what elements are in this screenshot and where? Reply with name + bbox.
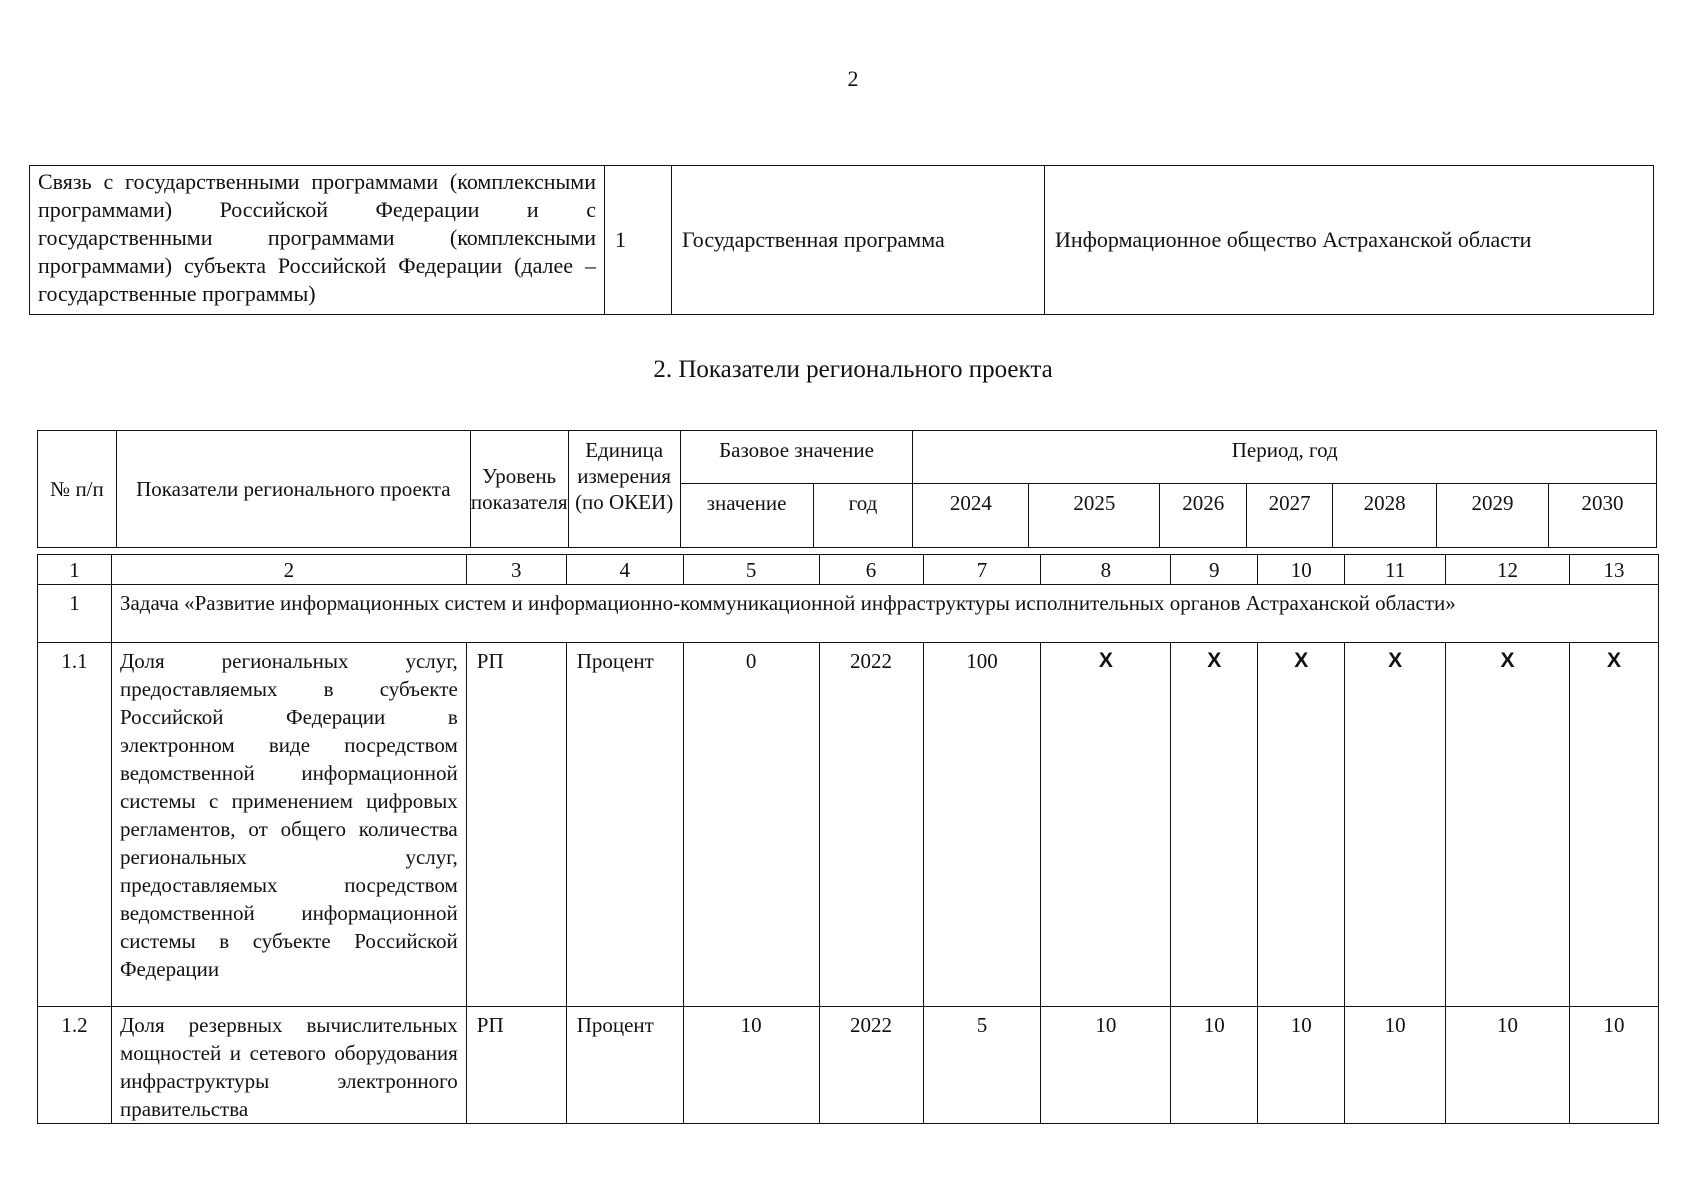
program-link-table xyxy=(29,165,1654,315)
period-value: 10 xyxy=(1171,1007,1258,1124)
table-row xyxy=(38,643,1659,1007)
indicators-header-table xyxy=(37,430,1657,548)
header-year: 2025 xyxy=(1029,484,1160,548)
header-year: 2027 xyxy=(1247,484,1333,548)
period-value: Х xyxy=(1041,643,1171,1007)
column-number: 5 xyxy=(683,555,819,585)
page-number: 2 xyxy=(847,66,859,91)
header-indicator: Показатели регионального проекта xyxy=(116,431,470,548)
period-value: Х xyxy=(1446,643,1570,1007)
indicator-unit: Процент xyxy=(566,1007,683,1124)
task-row xyxy=(38,585,1659,643)
indicator-level: РП xyxy=(466,1007,566,1124)
base-year: 2022 xyxy=(819,1007,923,1124)
table-row xyxy=(38,1007,1659,1124)
period-value: 10 xyxy=(1258,1007,1345,1124)
column-number: 9 xyxy=(1171,555,1258,585)
period-value: Х xyxy=(1569,643,1658,1007)
header-unit: Единица измерения (по ОКЕИ) xyxy=(568,431,680,548)
task-number: 1 xyxy=(38,585,112,643)
indicator-name: Доля региональных услуг, предоставляемых в субъекте Российской Федерации в электронном виде посредством ведомственной информационной системы с применением цифровых регламентов, от общего количества региональных услуг, предоставляемых посредством ведомственной информационной системы в субъекте Российской Федерации xyxy=(111,643,466,1007)
header-base: Базовое значение xyxy=(680,431,913,484)
header-base-value: значение xyxy=(680,484,813,548)
period-value: 10 xyxy=(1446,1007,1570,1124)
column-number: 1 xyxy=(38,555,112,585)
column-number: 8 xyxy=(1041,555,1171,585)
column-number: 6 xyxy=(819,555,923,585)
column-number: 10 xyxy=(1258,555,1345,585)
column-number: 7 xyxy=(923,555,1041,585)
period-value: 5 xyxy=(923,1007,1041,1124)
column-number: 11 xyxy=(1345,555,1446,585)
period-value: 10 xyxy=(1569,1007,1658,1124)
program-link-label: Связь с государственными программами (комплексными программами) Российской Федерации и с государственными программами (комплексными программами) субъекта Российской Федерации (далее – государственные программы) xyxy=(30,166,605,315)
header-no: № п/п xyxy=(38,431,117,548)
period-value: 10 xyxy=(1345,1007,1446,1124)
section-title: 2. Показатели регионального проекта xyxy=(653,356,1053,383)
column-number: 3 xyxy=(466,555,566,585)
header-level: Уровень показателя xyxy=(470,431,568,548)
header-year: 2024 xyxy=(913,484,1029,548)
header-year: 2030 xyxy=(1548,484,1656,548)
period-value: 10 xyxy=(1041,1007,1171,1124)
indicator-unit: Процент xyxy=(566,643,683,1007)
program-name: Информационное общество Астраханской области xyxy=(1045,166,1654,315)
column-number: 12 xyxy=(1446,555,1570,585)
indicator-name: Доля резервных вычислительных мощностей и сетевого оборудования инфраструктуры электронного правительства xyxy=(111,1007,466,1124)
period-value: Х xyxy=(1171,643,1258,1007)
indicator-level: РП xyxy=(466,643,566,1007)
row-number: 1.1 xyxy=(38,643,112,1007)
column-number: 4 xyxy=(566,555,683,585)
period-value: Х xyxy=(1258,643,1345,1007)
period-value: Х xyxy=(1345,643,1446,1007)
header-base-year: год xyxy=(813,484,913,548)
column-number: 2 xyxy=(111,555,466,585)
column-numbers-row xyxy=(38,555,1659,585)
row-number: 1.2 xyxy=(38,1007,112,1124)
header-year: 2029 xyxy=(1437,484,1549,548)
header-year: 2026 xyxy=(1160,484,1247,548)
period-value: 100 xyxy=(923,643,1041,1007)
program-link-row xyxy=(30,166,1654,315)
header-period: Период, год xyxy=(913,431,1657,484)
header-year: 2028 xyxy=(1333,484,1437,548)
program-link-number: 1 xyxy=(605,166,672,315)
task-text: Задача «Развитие информационных систем и информационно-коммуникационной инфраструктуры исполнительных органов Астраханской области» xyxy=(111,585,1658,643)
base-value: 10 xyxy=(683,1007,819,1124)
base-value: 0 xyxy=(683,643,819,1007)
indicators-table xyxy=(37,554,1659,1124)
column-number: 13 xyxy=(1569,555,1658,585)
base-year: 2022 xyxy=(819,643,923,1007)
program-type: Государственная программа xyxy=(672,166,1045,315)
